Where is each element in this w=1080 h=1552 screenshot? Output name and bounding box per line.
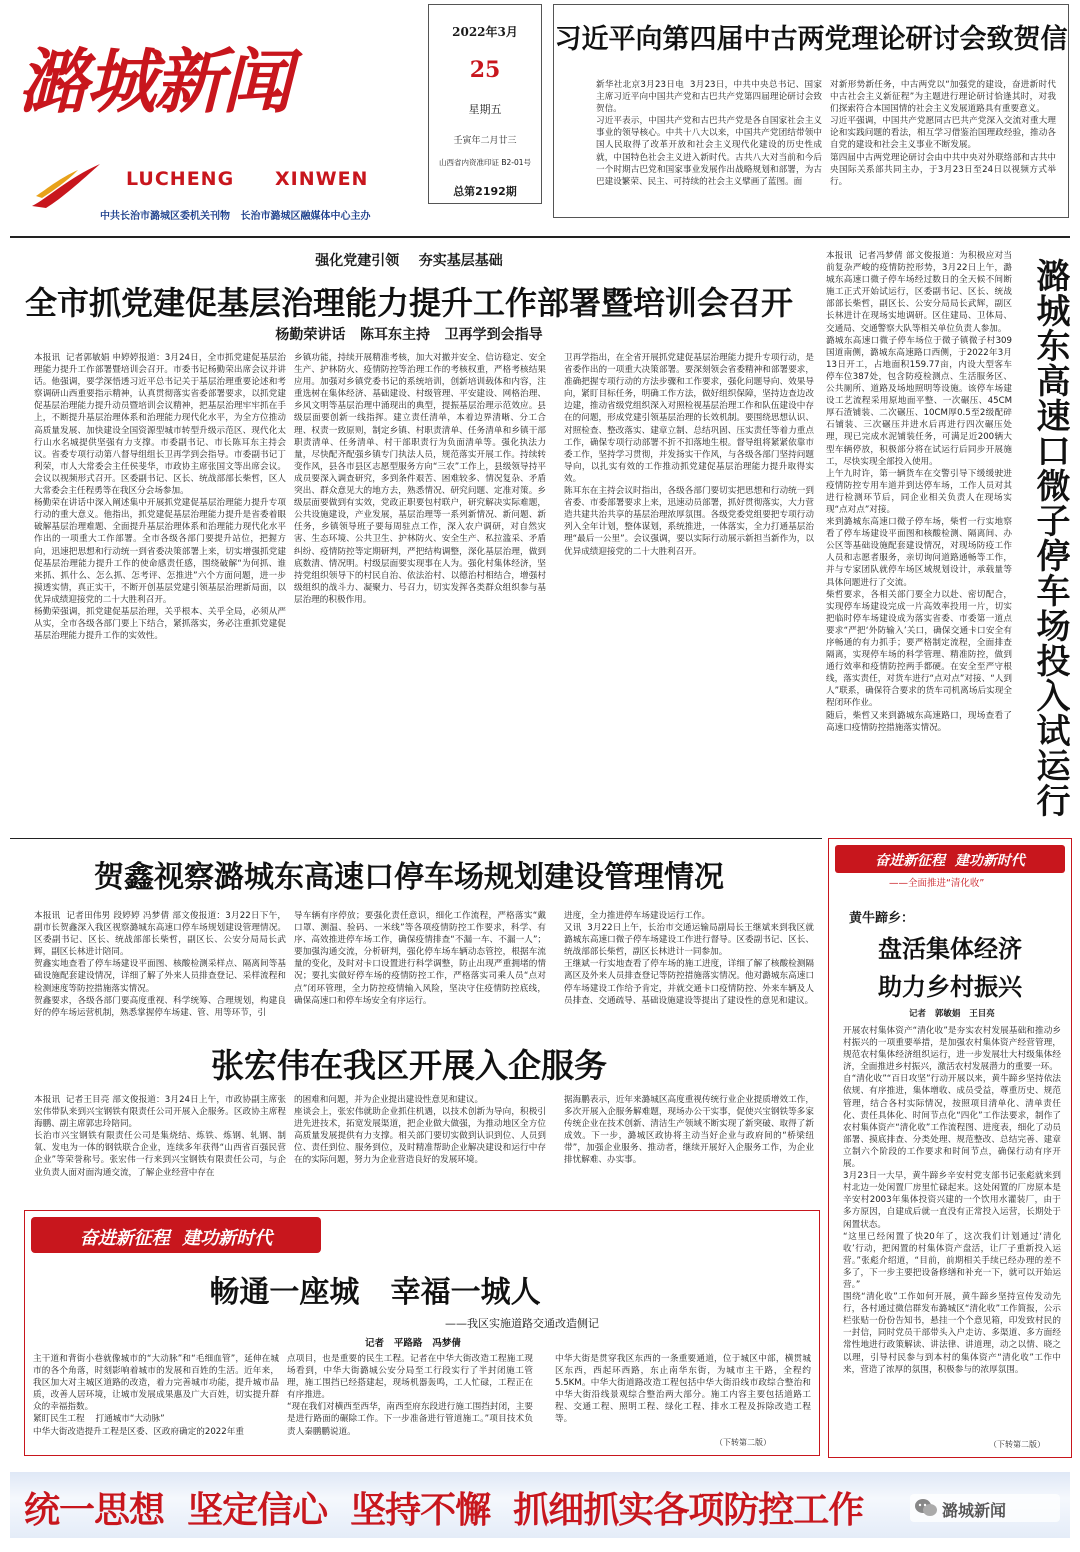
lead-rule [10, 838, 822, 839]
second-story-headline[interactable]: 贺鑫视察潞城东高速口停车场规划建设管理情况 [94, 860, 724, 895]
bottom-banner [10, 1466, 1070, 1544]
lead-story-col2: 乡镇功能，持续开展精准考核，加大对撤并安全、信访稳定、安全生产、护林防火、疫情防控等治理工作的考核权重，严格考核结果应用。加强对乡镇党委书记的系统培训，创新培训载体和内容，注重选树在集体经济、基础建设、村级管理、平安建设、网格治理、乡风文明等基层治理中涌现出的典型，提振基层治理示范效应。县级层面要创新一线指挥。建立责任清单，本着边界清晰、分工合理、权责一致原则，制定乡镇、村职责清单、任务清单和乡镇干部职责清单、任务清单、村干部职责行为负面清单等。强化执法力量，尽快配齐配强乡镇专门执法人员，规范落实开展工作。持续转变作风，县各市县区志愿型服务方向“三农”工作上，县级领导持平成员要深入调查研究，多到条件艰苦、困难较多、情况复杂、矛盾突出、群众意见大的地方去，熟悉情况、研究问题、定准对策。乡级层面要做到有实效，党政正职要包村联户，研究解决实际难题，公共设施建设，产业发展，基层治理等一系列新情况、新问题、新任务，乡镇领导班子要每周驻点工作，深入农户调研，对自然灾害、生态环境、公共卫生、护林防火、安全生产、私拉滥采、矛盾纠纷、疫情防控等定期研判，严把结构调整，深化基层治理，做到底数清、情况明。村级层面要实现事在人为。强化村集体经济，坚持党组织领导下的村民自治、依法治村、以德治村相结合，增强村级组织的战斗力、凝聚力、号召力，切实发挥各类群众组织参与基层治理的积极作用。 [294, 353, 546, 605]
third-story-col1: 本报讯 记者王目亮 部文俊报道：3月24日上午，市政协副主席张宏伟带队来到兴宝钢铁有限责任公司开展入企服务。区政协主席程海鹏、副主席郭忠玲陪同。 长治市兴宝钢铁有限责任公司是集烧结、炼铁、炼钢、轧钢、制氧、发电为一体的钢铁联合企业，连续多年获得“山西省百强民营企业”等荣誉称号。张宏伟一行来到兴宝钢铁有限责任公司，与企业负责人面对面沟通交流，了解企业经营中存在 [34, 1095, 286, 1178]
wechat-watermark-text: 潞城新闻 [942, 1501, 1007, 1520]
issue-total: 总第2192期 [453, 185, 517, 198]
third-story [0, 1032, 818, 1208]
column-body: 开展农村集体资产“清化收”是夯实农村发展基础和推动乡村振兴的一项重要举措，是加强农村集体资产经营管理，规范农村集体经济组织运行，进一步发展壮大村级集体经济，全面推进乡村振兴，激活农村发展潜力的重要一环。 自“清化收”“百日攻坚”行动开展以来，黄牛蹄乡坚持依法依规、有序推进，集体增收、成员受益，尊重历史、规范管理，结合各村实际情况，按照项目清单化、清单责任化、责任具体化、时间节点化“四化”工作法要求，制作了农村集体资产“清化收”工作流程图、进度表，细化了动员部署、摸底排查、分类处理、规范整改、总结完善、建章立制六个阶段的工作要求和时间节点，确保行动有序开展。 3月23日一大早，黄牛蹄乡辛安村党支部书记张彪就来到村北边一处闲置厂房里忙碌起来。这处闲置的厂房原本是辛安村2003年集体投资兴建的一个饮用水灌装厂，由于多方原因，自建成后就一直没有正常投入运营，长期处于闲置状态。 “这里已经闲置了快20年了，这次我们计划通过‘清化收’行动，把闲置的村集体资产盘活，让厂子重新投入运营。”张彪介绍道，“目前，前期相关手续已经办理的差不多了，下一步主要把设备修缮和补充一下，就可以开始运营。” 围绕“清化收”工作如何开展，黄牛蹄乡坚持宣传发动先行，各村通过微信群发布潞城区“清化收”工作简报，公示栏张贴一份份告知书，悬挂一个个意见箱，印发致村民的一封信，同时党员干部带头入户走访、多渠道、多方面经常性地进行政策解读、讲法律、讲道理，动之以情、晓之以理，引导村民参与到本村的集体资产“清化收”工作中来，营造了浓厚的氛围，积极参与的浓厚氛围。 [843, 1026, 1061, 1375]
date-day: 25 [469, 57, 501, 83]
top-story-col1: 新华社北京3月23日电 3月23日，中共中央总书记、国家主席习近平向中国共产党和古巴共产党第四届理论研讨会致贺信。 习近平表示，中国共产党和古巴共产党是各自国家社会主义事业的领导核心。中共十八大以来，中国共产党团结带领中国人民取得了改革开放和社会主义现代化建设的历史性成就，中国特色社会主义进入新时代。古共八大对当前和今后一个时期古巴党和国家事业发展作出战略规划和部署，为古巴建设繁荣、民主、可持续的社会主义擘画了蓝图。面 [596, 80, 822, 187]
column-banner-text: 奋进新征程 建功新时代 [875, 853, 1025, 869]
column-kicker: 黄牛蹄乡： [849, 911, 915, 926]
masthead-pinyin-left: LUCHENG [126, 168, 235, 190]
bottom-banner-slogan: 统一思想 坚定信心 坚持不懈 抓细抓实各项防控工作 [24, 1489, 864, 1531]
masthead-rule [10, 236, 1070, 238]
top-story [553, 4, 1069, 218]
masthead-logo-icon [28, 158, 104, 212]
lead-story-col1: 本报讯 记者郭敏娟 申婷婷报道：3月24日，全市抓党建促基层治理能力提升工作部署暨培训会召开。市委书记杨勤荣出席会议并讲话。他强调，要学深悟透习近平总书记关于基层治理重要论述和考察调研山西重要指示精神，认真贯彻落实省委部署要求，以抓党建促基层治理能力提升动员暨培训会议精神，把基层治理牢牢抓在手上，不断提升基层治理体系和治理能力现代化水平，为全方位推动高质量发展、加快建设全国资源型城市转型升级示范区、现代化太行山水名城提供坚强有力支撑。市委副书记、市长陈耳东主持会议。省委专项行动第八督导组组长卫再学到会指导。市委副书记丁利荣，市人大常委会主任侯斐华，市政协主席张国文等出席会议。会议以视频形式召开。区委副书记、区长、统战部部长柴哲，区人大常委会主任程勇等在我区分会场参加。 杨勤荣在讲话中深入阐述集中开展抓党建促基层治理能力提升专项行动的重大意义。他指出，抓党建促基层治理能力提升是省委着眼破解基层治理难题、全面提升基层治理体系和治理能力现代化水平作出的一项重大工作部署。全市各级各部门要提升站位，把握方向，迅速把思想和行动统一到省委决策部署上来，切实增强抓党建促基层治理能力提升工作的使命感责任感，围绕破解“为何抓、谁来抓、抓什么、怎么抓、怎考评、怎推进”六个方面问题，进一步摸透实情，真正实干，不断开创基层党建引领基层治理新局面，以优异成绩迎接党的二十大胜利召开。 杨勤荣强调，抓党建促基层治理，关乎根本、关乎全局，必须从严从实，全市各级各部门要上下结合，紧抓落实，务必注重抓党建促基层治理能力提升工作的实效性。 [34, 353, 286, 642]
third-story-col3: 据海鹏表示，近年来潞城区高度重视传统行业企业提质增效工作，多次开展入企服务解难题，现场办公干实事，促使兴宝钢铁等多家传统企业在技术创新、清洁生产领域不断实现了新突破、取得了新成效。下一步，潞城区政协将主动当好企业与政府间的“桥梁纽带”，加强企业服务、推动者，继续开展好入企服务工作，为企业排忧解难、办实事。 [564, 1095, 814, 1166]
feature-col2: 点项目，也是重要的民生工程。记者在中华大街改造工程施工现场看到，中华大街潞城公安分局至工行段实行了半封闭施工管理，施工围挡已经搭建起，现场机器轰鸣，工人忙碌，工程正在有序推进。 “现在我们对横西至西华，南西至府东段进行施工围挡封闭，主要是进行路面的碾除工作。下一步准备进行管道施工。”项目技术负责人秦鹏鹏说道。 [287, 1354, 533, 1437]
masthead-title: 潞城新闻 [18, 40, 290, 123]
side-story [820, 244, 1074, 834]
second-story [0, 842, 818, 1032]
lead-story-kicker: 强化党建引领 夯实基层基础 [315, 253, 503, 269]
feature-banner [31, 1217, 321, 1253]
feature-col3: 中华大街是贯穿我区东西的一条重要通道，位于城区中部，横贯城区东西，西起环西路，东止南华东街，为城市主干路，全程约5.5KM。中华大街道路改造工程包括中华大街沿线市政综合整治和中华大街沿线景观综合整治两大部分。施工内容主要包括道路工程、交通工程、照明工程、绿化工程、排水工程及拆除改造工程等。 [555, 1354, 811, 1425]
side-story-body: 本报讯 记者冯梦倩 部文俊报道：为积极应对当前复杂严峻的疫情防控形势，3月22日上午，潞城东高速口微子停车场经过数日的全天候不间断施工正式开始试运行，区委副书记、区长、统战部部长柴哲，副区长、公安分局局长武辉，副区长林进计在现场实地调研。区住建局、卫体局、交通局、交通警察大队等相关单位负责人参加。 潞城东高速口微子停车场位于微子镇微子村309国道南侧，潞城东高速路口西侧，于2022年3月13日开工，占地面积159.77亩，内设大型客车停车位387处，包含防疫检测点、生活服务区、公共厕所、道路及场地照明等设施。该停车场建设工艺流程采用原地面平整、一次碾压、45CM厚石渣铺装、二次碾压、10CM厚0.5至2级配碎石铺装、三次碾压并进水后再进行四次碾压处理，现已完成水泥铺装任务，可满足近200辆大型车辆停放，积极部分将在试运行后同步开展施工，尽快实现全部投入使用。 上午九时许，第一辆货车在交警引导下缓缓驶进疫情防控专用车道并到达停车场，工作人员对其进行检测环节后，同企业相关负责人在现场实现“点对点”对接。 来到潞城东高速口微子停车场，柴哲一行实地察看了停车场建设平面图和核酸检测、隔离间、办公区等基础设施配套建设情况，对现场防疫工作人员和志愿者服务，亲切询问道路通畅等工作，并与专家团队就停车场区域规划设计，承载量等具体问题进行了交流。 柴哲要求，各相关部门要全力以赴、密切配合，实现停车场建设完成一片高效率投用一片，切实把临时停车场建设成为落实省委、市委第一道点要求“严把‘外防输入’关口，确保交通卡口安全有序畅通的有力抓手；要严格制定流程，全面排查隔离，实现停车场的科学管理、精准防控，做到通行效率和疫情防控两手都硬。在安全至严守根线，落实责任，对货车进行“点对点”对接、“人到人”联系，确保符合要求的货车司机离场后实现全程闭环作业。 随后，柴哲又来到潞城东高速路口，现场查看了高速口疫情防控措施落实情况。 [826, 251, 1012, 733]
lead-story-subhead: 杨勤荣讲话 陈耳东主持 卫再学到会指导 [275, 327, 543, 343]
column-banner-sub: ——全面推进“清化收” [889, 878, 985, 889]
feature-subtitle: ——我区实施道路交通改造侧记 [445, 1317, 599, 1330]
lead-story-headline[interactable]: 全市抓党建促基层治理能力提升工作部署暨培训会召开 [24, 284, 793, 322]
date-weekday: 星期五 [468, 103, 502, 116]
feature-story [24, 1210, 820, 1456]
second-story-col3: 进度，全力推进停车场建设运行工作。 又讯 3月22日上午，长治市交通运输局副局长王继斌来到我区就潞城东高速口微子停车场建设工作进行督导。区委副书记、区长、统战部部长柴哲，副区长林进计一同参加。 王继斌一行实地查看了停车场的施工进度，详细了解了核酸检测隔离区及外来人员排查登记等防控措施落实情况。他对潞城东高速口停车场建设工作给予肯定，并就交通卡口疫情防控、外来车辆及人员排查、交通疏导、基础设施建设等提出了建设性的意见和建议。 [564, 911, 814, 1006]
date-year-month: 2022年3月 [452, 25, 518, 39]
column-byline: 记者 郭敏娟 王目亮 [909, 1009, 995, 1019]
wechat-icon [914, 1497, 938, 1519]
column-headline-line2[interactable]: 助力乡村振兴 [878, 973, 1022, 1001]
feature-banner-text: 奋进新征程 建功新时代 [79, 1228, 273, 1249]
masthead-sponsor: 中共长治市潞城区委机关刊物 长治市潞城区融媒体中心主办 [100, 211, 371, 222]
feature-col1: 主干道和背街小巷就像城市的“大动脉”和“毛细血管”，延伸在城市的各个角落，时刻影响着城市的发展和百姓的生活。近年来，我区加大对主城区道路的改造，着力完善城市功能，提升城市品质，改善人居环境，让城市发展成果惠及广大百姓，切实提升群众的幸福指数。 紧盯民生工程 打通城市“大动脉” 中华大街改造提升工程是区委、区政府确定的2022年重 [33, 1354, 279, 1437]
feature-headline[interactable]: 畅通一座城 幸福一城人 [209, 1275, 541, 1310]
side-story-headline[interactable]: 潞城东高速口微子停车场投入试运行 [1030, 258, 1070, 818]
wechat-watermark [910, 1494, 1060, 1522]
top-story-col2: 对新形势新任务，中古两党以“加强党的建设，奋进新时代中古社会主义新征程”为主题进行理论研讨恰逢其时，对我们探索符合本国国情的社会主义发展道路具有重要意义。 习近平强调，中国共产党愿同古巴共产党深入交流对重大理论和实践问题的看法，相互学习借鉴治国理政经验，推动各自党的建设和社会主义事业不断发展。 第四届中古两党理论研讨会由中共中央对外联络部和古共中央国际关系部共同主办，于3月23日至24日以视频方式举行。 [830, 80, 1056, 187]
column-continued: （下转第二版） [989, 1440, 1045, 1449]
second-story-col1: 本报讯 记者田伟男 段婷婷 冯梦倩 部文俊报道：3月22日下午，副市长贺鑫深入我区视察潞城东高速口停车场规划建设管理情况。区委副书记、区长、统战部部长柴哲，副区长、公安分局局长武辉，副区长林进计陪同。 贺鑫实地查看了停车场建设平面图、核酸检测采样点、隔离间等基础设施配套建设情况，详细了解了外来人员排查登记、采样流程和检测速度等防控措施落实情况。 贺鑫要求，各级各部门要高度重视、科学统筹、合理规划，构建良好的停车场运营机制，熟悉掌握停车场建、管、用等环节，引 [34, 911, 286, 1018]
date-permit: 山西省内资准印证 B2-01号 [438, 158, 532, 167]
column-headline-line1[interactable]: 盘活集体经济 [878, 935, 1022, 963]
second-story-col2: 导车辆有序停放；要强化责任意识，细化工作流程，严格落实“戴口罩、测温、验码、一米线”等各项疫情防控工作要求，科学、有序、高效推进停车场工作，确保疫情排查“不漏一车、不漏一人”；要加强沟通交流，分析研判，强化停车场车辆动态管控，根据车流量的变化，及时对卡口设置进行科学调整，防止出现严重拥堵的情况；要扎实做好停车场的疫情防控工作，严格落实司乘人员“点对点”闭环管理，全力防控疫情输入风险，坚决守住疫情防控底线，确保高速口和停车场安全有序运行。 [294, 911, 546, 1006]
third-story-col2: 的困难和问题，并为企业提出建设性意见和建议。 座谈会上，张宏伟就助企业抓住机遇，以技术创新为导向，积极引进先进技术，拓宽发展渠道，把企业做大做强，为推动地区全方位高质量发展提供有力支撑。相关部门要切实做到认识到位、人员到位、责任到位、服务到位，及时精准帮助企业解决建设和运行中存在的实际问题，努力为企业营造良好的发展环境。 [294, 1095, 546, 1166]
column-story [828, 838, 1072, 1458]
masthead [0, 0, 1080, 232]
lead-story [0, 244, 818, 836]
date-box [428, 4, 542, 204]
feature-continued: （下转第二版） [715, 1438, 771, 1447]
lead-story-col3: 卫再学指出，在全省开展抓党建促基层治理能力提升专项行动，是省委作出的一项重大决策部署。要深刻领会省委精神和部署要求，准确把握专项行动的方法步骤和工作要求，强化问题导向、效果导向，紧盯目标任务，明确工作方法，做好组织保障，坚持边查边改边建，推动省级党组织深入对照检视基层治理工作和队伍建设中存在的问题，形成党建引领基层治理的长效机制。要围绕思想认识、对照检查、整改落实、建章立制、总结巩固、压实责任等着力重点工作，确保专项行动部署不折不扣落地生根。督导组将紧紧依靠市委工作，坚持学习贯彻，并发扬实干作风，与各级各部门坚持问题导向，以扎实有效的工作推动抓党建促基层治理能力提升取得实效。 陈耳东在主持会议时指出，各级各部门要切实把思想和行动统一到省委、市委部署要求上来，迅速动员部署，抓好贯彻落实，大力营造共建共治共享的基层治理浓厚氛围。各级党委党组要把专项行动列入全年计划，整体谋划，系统推进，一体落实，全力打通基层治理“最后一公里”。会议强调，要以实际行动展示新担当新作为，以优异成绩迎接党的二十大胜利召开。 [564, 353, 814, 557]
date-lunar: 壬寅年二月廿三 [453, 136, 517, 146]
column-banner [835, 845, 1065, 873]
top-story-headline[interactable]: 习近平向第四届中古两党理论研讨会致贺信 [554, 24, 1068, 55]
masthead-pinyin-right: XINWEN [275, 168, 369, 190]
third-story-headline[interactable]: 张宏伟在我区开展入企服务 [211, 1046, 607, 1085]
feature-byline: 记者 平路路 冯梦倩 [365, 1338, 461, 1349]
